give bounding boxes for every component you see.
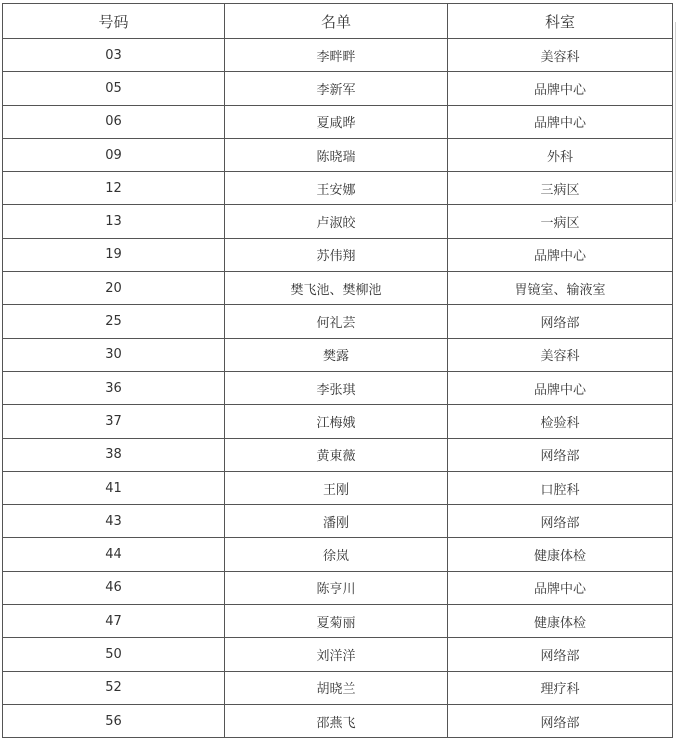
cell-number: 05 <box>3 72 225 105</box>
cell-department: 外科 <box>448 138 673 171</box>
cell-name: 王刚 <box>225 471 448 504</box>
cell-department: 品牌中心 <box>448 371 673 404</box>
cell-name: 夏菊丽 <box>225 605 448 638</box>
cell-number: 52 <box>3 671 225 704</box>
cell-number: 36 <box>3 371 225 404</box>
page-edge-divider <box>675 22 676 202</box>
cell-department: 网络部 <box>448 638 673 671</box>
cell-name: 李张琪 <box>225 371 448 404</box>
cell-department: 胃镜室、输液室 <box>448 272 673 305</box>
cell-number: 37 <box>3 405 225 438</box>
cell-number: 06 <box>3 105 225 138</box>
table-row <box>3 638 673 671</box>
cell-number: 19 <box>3 238 225 271</box>
cell-name: 陈晓瑞 <box>225 138 448 171</box>
roster-table <box>2 3 673 738</box>
cell-department: 三病区 <box>448 172 673 205</box>
cell-number: 30 <box>3 338 225 371</box>
cell-name: 樊露 <box>225 338 448 371</box>
cell-number: 09 <box>3 138 225 171</box>
table-row <box>3 272 673 305</box>
column-header-name: 名单 <box>225 4 448 39</box>
cell-number: 47 <box>3 605 225 638</box>
table-row <box>3 138 673 171</box>
cell-number: 50 <box>3 638 225 671</box>
header-row <box>3 4 673 39</box>
cell-name: 刘洋洋 <box>225 638 448 671</box>
cell-number: 43 <box>3 505 225 538</box>
cell-department: 网络部 <box>448 505 673 538</box>
cell-name: 陈亨川 <box>225 571 448 604</box>
cell-number: 13 <box>3 205 225 238</box>
table-row <box>3 172 673 205</box>
cell-name: 邵燕飞 <box>225 704 448 737</box>
table-row <box>3 704 673 737</box>
cell-number: 12 <box>3 172 225 205</box>
cell-department: 理疗科 <box>448 671 673 704</box>
table-row <box>3 571 673 604</box>
table-row <box>3 72 673 105</box>
cell-number: 25 <box>3 305 225 338</box>
cell-number: 20 <box>3 272 225 305</box>
table-row <box>3 505 673 538</box>
table-row <box>3 538 673 571</box>
cell-department: 一病区 <box>448 205 673 238</box>
cell-name: 樊飞池、樊柳池 <box>225 272 448 305</box>
cell-department: 网络部 <box>448 438 673 471</box>
cell-department: 健康体检 <box>448 605 673 638</box>
table-row <box>3 205 673 238</box>
cell-name: 夏咸晔 <box>225 105 448 138</box>
cell-name: 苏伟翔 <box>225 238 448 271</box>
cell-name: 李新军 <box>225 72 448 105</box>
cell-department: 品牌中心 <box>448 238 673 271</box>
table-row <box>3 305 673 338</box>
cell-name: 何礼芸 <box>225 305 448 338</box>
table-row <box>3 605 673 638</box>
table-row <box>3 405 673 438</box>
table-row <box>3 39 673 72</box>
table-body <box>3 39 673 738</box>
cell-department: 品牌中心 <box>448 105 673 138</box>
cell-department: 品牌中心 <box>448 72 673 105</box>
table-row <box>3 471 673 504</box>
cell-name: 王安娜 <box>225 172 448 205</box>
cell-name: 潘刚 <box>225 505 448 538</box>
cell-number: 38 <box>3 438 225 471</box>
cell-name: 卢淑皎 <box>225 205 448 238</box>
table-row <box>3 671 673 704</box>
cell-department: 品牌中心 <box>448 571 673 604</box>
cell-name: 李畔畔 <box>225 39 448 72</box>
cell-name: 黄東薇 <box>225 438 448 471</box>
table-row <box>3 338 673 371</box>
cell-department: 健康体检 <box>448 538 673 571</box>
cell-name: 胡晓兰 <box>225 671 448 704</box>
cell-number: 46 <box>3 571 225 604</box>
cell-department: 口腔科 <box>448 471 673 504</box>
cell-department: 网络部 <box>448 704 673 737</box>
cell-number: 56 <box>3 704 225 737</box>
cell-department: 检验科 <box>448 405 673 438</box>
column-header-department: 科室 <box>448 4 673 39</box>
table-row <box>3 438 673 471</box>
table-header <box>3 4 673 39</box>
cell-name: 徐岚 <box>225 538 448 571</box>
column-header-number: 号码 <box>3 4 225 39</box>
cell-department: 美容科 <box>448 338 673 371</box>
cell-name: 江梅娥 <box>225 405 448 438</box>
cell-department: 美容科 <box>448 39 673 72</box>
cell-department: 网络部 <box>448 305 673 338</box>
table-row <box>3 371 673 404</box>
cell-number: 41 <box>3 471 225 504</box>
cell-number: 03 <box>3 39 225 72</box>
table-row <box>3 105 673 138</box>
cell-number: 44 <box>3 538 225 571</box>
table-row <box>3 238 673 271</box>
